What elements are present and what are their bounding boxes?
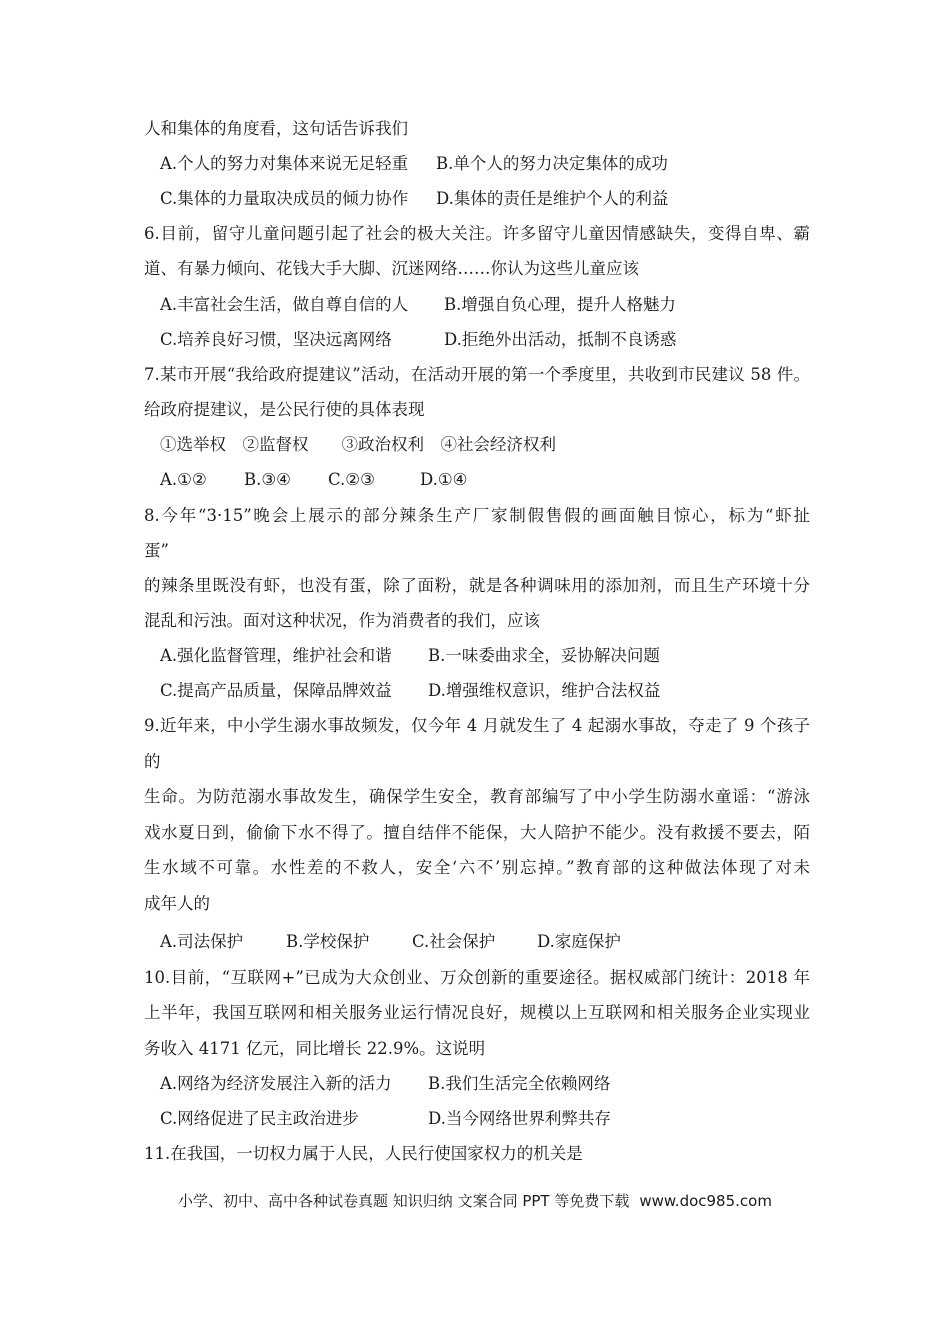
q9-stem-line4: 戏水夏日到，偷偷下水不得了。擅自结伴不能保，大人陪护不能少。没有救援不要去，陌 <box>144 823 810 842</box>
q7-option-a: A.①② <box>160 470 207 489</box>
q8-stem-line3: 的辣条里既没有虾，也没有蛋，除了面粉，就是各种调味用的添加剂，而且生产环境十分 <box>144 576 810 595</box>
q9-stem-line6: 成年人的 <box>144 894 210 913</box>
q9-stem-line3: 生命。为防范溺水事故发生，确保学生安全，教育部编写了中小学生防溺水童谣：“游泳 <box>144 787 810 806</box>
q8-option-d: D.增强维权意识，维护合法权益 <box>428 681 661 700</box>
q11-stem: 11.在我国，一切权力属于人民，人民行使国家权力的机关是 <box>144 1144 583 1163</box>
q8-option-c: C.提高产品质量，保障品牌效益 <box>160 681 392 700</box>
q5-option-c: C.集体的力量取决成员的倾力协作 <box>160 189 409 208</box>
page-footer <box>0 1190 950 1211</box>
q10-stem-line1: 10.目前，“互联网+”已成为大众创业、万众创新的重要途径。据权威部门统计：2018 年 <box>144 968 810 987</box>
q9-stem-line1: 9.近年来，中小学生溺水事故频发，仅今年 4 月就发生了 4 起溺水事故，夺走了 9 个孩子 <box>144 716 810 735</box>
q9-option-d: D.家庭保护 <box>537 932 621 951</box>
q8-stem-line1: 8.今年“3·15”晚会上展示的部分辣条生产厂家制假售假的画面触目惊心，标为“虾扯 <box>144 506 810 525</box>
q9-stem-line2: 的 <box>144 752 161 771</box>
q6-option-c: C.培养良好习惯，坚决远离网络 <box>160 330 392 349</box>
q5-stem-end: 人和集体的角度看，这句话告诉我们 <box>144 119 408 138</box>
q10-stem-line2: 上半年，我国互联网和相关服务业运行情况良好，规模以上互联网和相关服务企业实现业 <box>144 1003 810 1022</box>
q6-stem-line2: 道、有暴力倾向、花钱大手大脚、沉迷网络……你认为这些儿童应该 <box>144 259 639 278</box>
q10-option-b: B.我们生活完全依赖网络 <box>428 1074 611 1093</box>
q10-stem-line3: 务收入 4171 亿元，同比增长 22.9%。这说明 <box>144 1039 486 1058</box>
q5-option-a: A.个人的努力对集体来说无足轻重 <box>160 154 409 173</box>
q8-option-b: B.一味委曲求全，妥协解决问题 <box>428 646 660 665</box>
q6-option-b: B.增强自负心理，提升人格魅力 <box>444 295 676 314</box>
q8-option-a: A.强化监督管理，维护社会和谐 <box>160 646 392 665</box>
q10-option-c: C.网络促进了民主政治进步 <box>160 1109 359 1128</box>
q8-stem-line2: 蛋” <box>144 541 169 560</box>
q7-option-d: D.①④ <box>420 470 468 489</box>
q8-stem-line4: 混乱和污浊。面对这种状况，作为消费者的我们，应该 <box>144 611 540 630</box>
q10-option-a: A.网络为经济发展注入新的活力 <box>160 1074 392 1093</box>
q7-option-b: B.③④ <box>244 470 291 489</box>
q9-option-b: B.学校保护 <box>286 932 370 951</box>
q5-option-d: D.集体的责任是维护个人的利益 <box>436 189 669 208</box>
q9-option-a: A.司法保护 <box>160 932 244 951</box>
q7-option-c: C.②③ <box>328 470 375 489</box>
q5-option-b: B.单个人的努力决定集体的成功 <box>436 154 668 173</box>
q7-stem-line1: 7.某市开展“我给政府提建议”活动，在活动开展的第一个季度里，共收到市民建议 58 件。 <box>144 365 810 384</box>
q7-stem-line2: 给政府提建议，是公民行使的具体表现 <box>144 400 425 419</box>
q6-stem-line1: 6.目前，留守儿童问题引起了社会的极大关注。许多留守儿童因情感缺失，变得自卑、霸 <box>144 224 810 243</box>
q9-stem-line5: 生水域不可靠。水性差的不救人，安全‘六不’别忘掉。”教育部的这种做法体现了对未 <box>144 858 810 877</box>
q9-option-c: C.社会保护 <box>412 932 496 951</box>
q6-option-a: A.丰富社会生活，做自尊自信的人 <box>160 295 409 314</box>
q10-option-d: D.当今网络世界利弊共存 <box>428 1109 611 1128</box>
q6-option-d: D.拒绝外出活动，抵制不良诱惑 <box>444 330 677 349</box>
footer-url[interactable]: www.doc985.com <box>639 1192 772 1210</box>
q7-items: ①选举权 ②监督权 ③政治权利 ④社会经济权利 <box>160 435 556 454</box>
footer-text: 小学、初中、高中各种试卷真题 知识归纳 文案合同 PPT 等免费下载 <box>178 1192 630 1210</box>
